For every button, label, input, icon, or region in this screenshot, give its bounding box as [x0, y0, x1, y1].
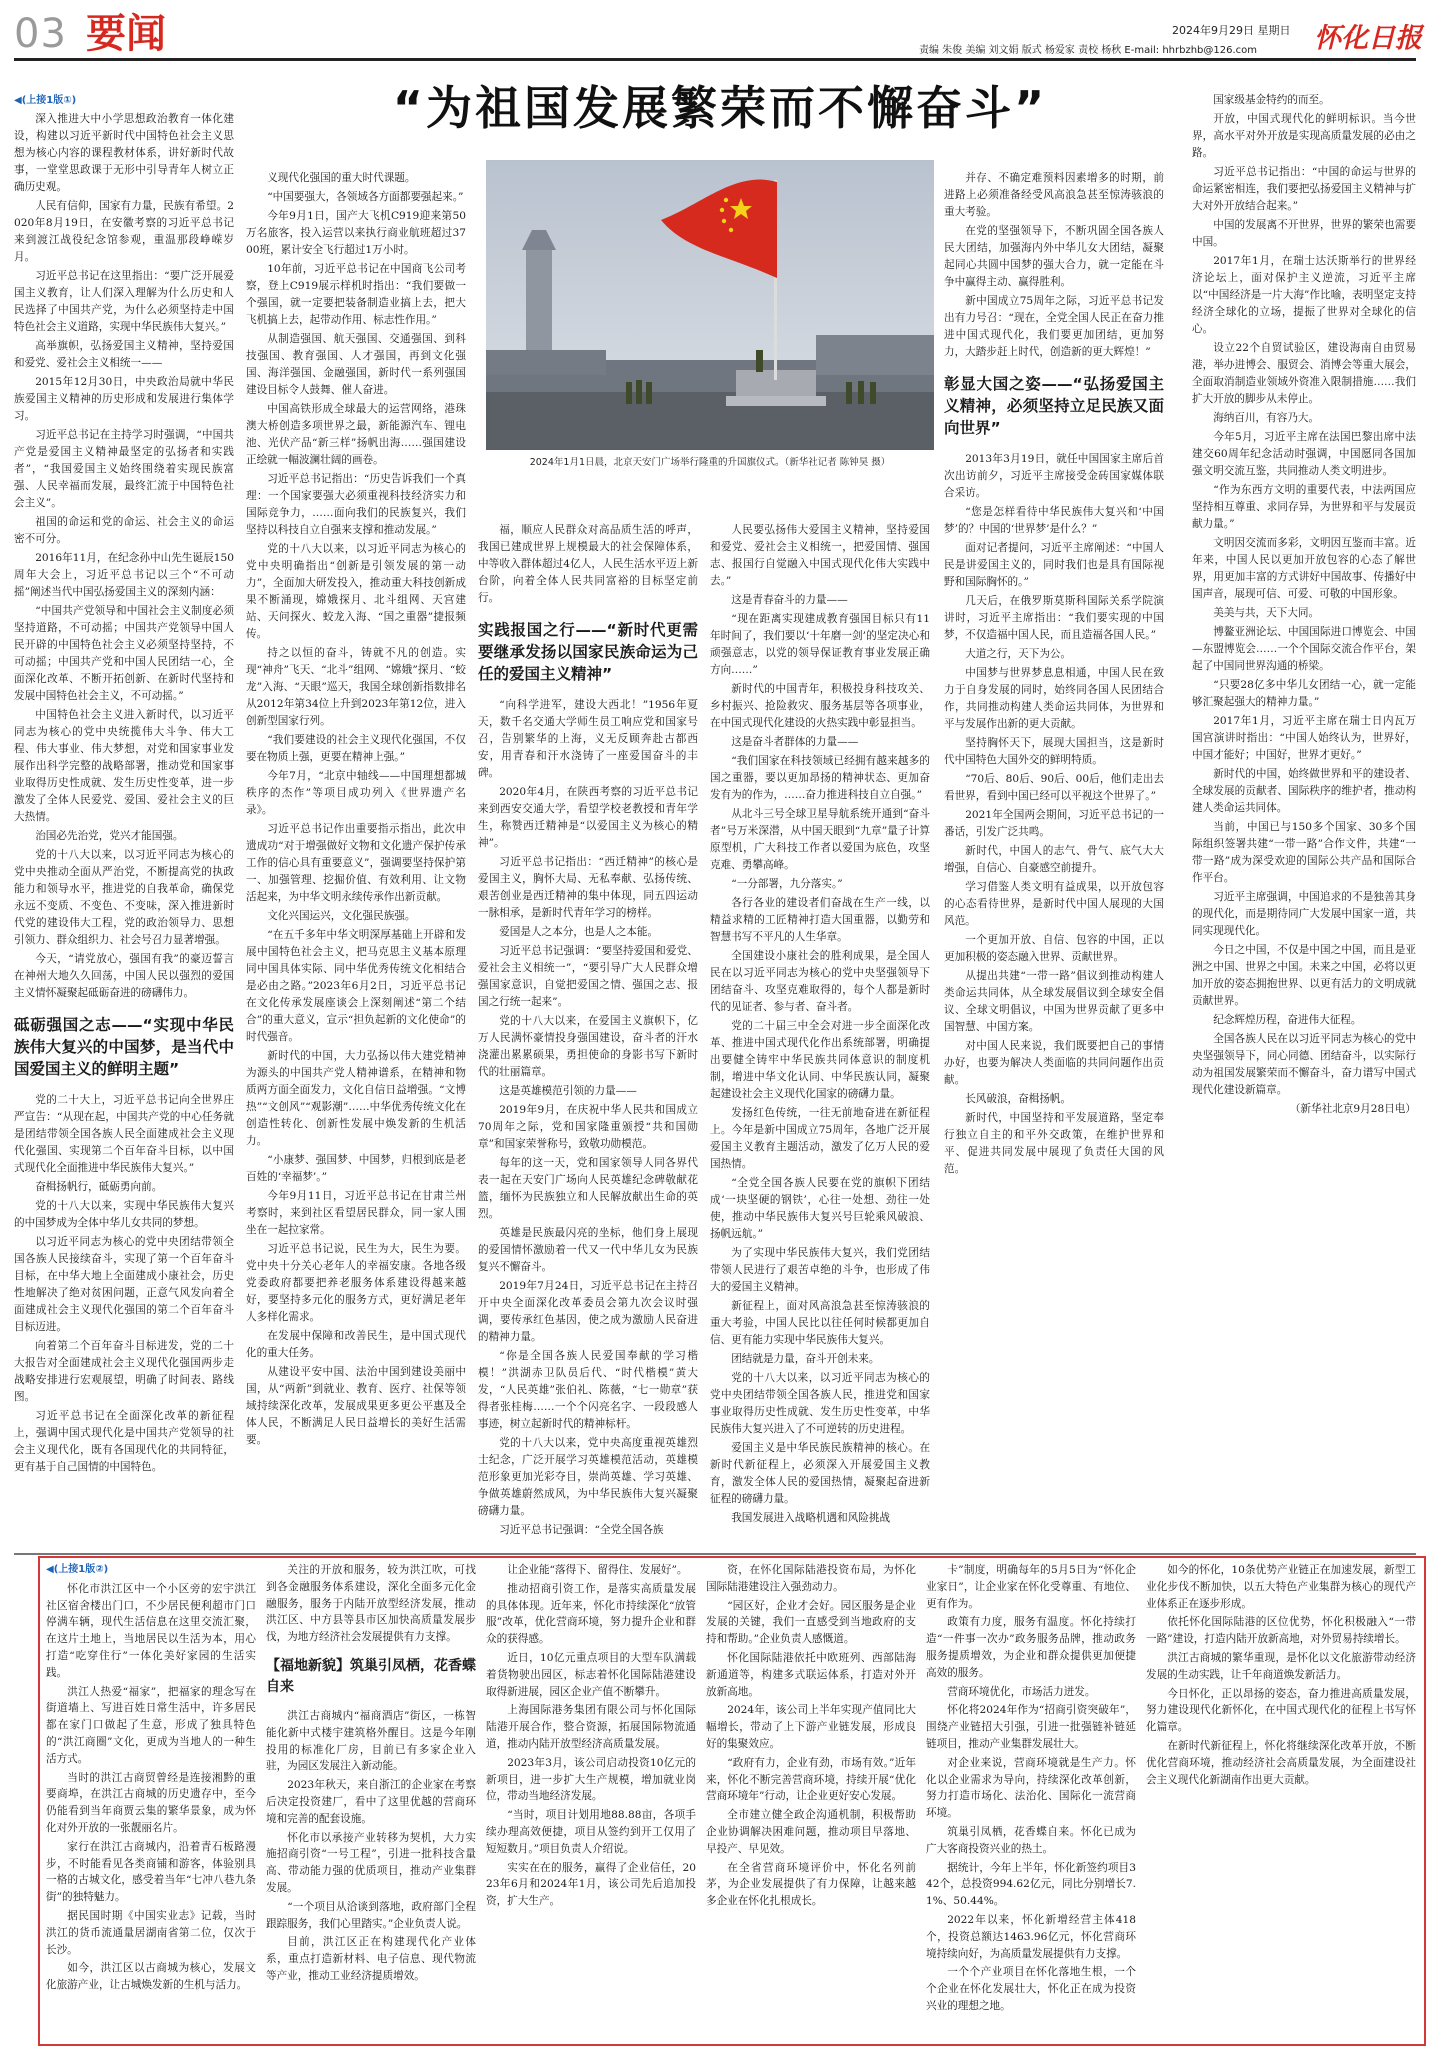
paragraph: “中国要强大，各领域各方面都要强起来。” — [267, 191, 464, 203]
paragraph: “70后、80后、90后、00后，他们走出去看世界，看到中国已经可以平视这个世界了。” — [944, 773, 1164, 802]
paragraph: 今年5月，习近平主席在法国巴黎出席中法建交60周年纪念活动时强调，中国愿同各国加强文明交流互鉴，共同推动人类文明进步。 — [1192, 431, 1416, 477]
paragraph: “您是怎样看待中华民族伟大复兴和‘中国梦’的？中国的‘世界梦’是什么？” — [944, 506, 1164, 535]
paragraph: 党的十八大以来，以习近平同志为核心的党中央明确指出“创新是引领发展的第一动力”，全面加大研发投入，推动重大科技创新成果不断涌现，嫦娥探月、北斗组网、天宫建站、天问探火、蛟龙入海、“国之重器”捷报频传。 — [246, 543, 466, 640]
article-column-2 — [246, 170, 466, 1547]
paragraph: 党的二十大上，习近平总书记向全世界庄严宣告：“从现在起，中国共产党的中心任务就是团结带领全国各族人民全面建成社会主义现代化强国、实现第二个百年奋斗目标，以中国式现代化全面推进中华民族伟大复兴。” — [14, 1094, 234, 1174]
paragraph: 如今，洪江区以古商城为核心，发展文化旅游产业，让古城焕发新的生机与活力。 — [46, 1962, 256, 1992]
paragraph: 2016年11月，在纪念孙中山先生诞辰150周年大会上，习近平总书记以三个“不可动摇”阐述当代中国弘扬爱国主义的深刻内涵： — [14, 552, 234, 598]
paragraph: 上海国际港务集团有限公司与怀化国际陆港开展合作，整合资源，拓展国际物流通道，推动内陆开放型经济高质量发展。 — [486, 1704, 696, 1750]
main-headline: “为祖国发展繁荣而不懈奋斗” — [392, 81, 1048, 135]
paragraph: 高举旗帜，弘扬爱国主义精神，坚持爱国和爱党、爱社会主义相统一—— — [14, 340, 234, 369]
paragraph: 如今的怀化，10条优势产业链正在加速发展，新型工业化步伐不断加快，以五大特色产业集群为核心的现代产业体系正在逐步形成。 — [1146, 1564, 1416, 1610]
paragraph: “全党全国各族人民要在党的旗帜下团结成‘一块坚硬的钢铁’，心往一处想、劲往一处使，推动中华民族伟大复兴号巨轮乘风破浪、扬帆远航。” — [710, 1177, 930, 1240]
paragraph: 美美与共，天下大同。 — [1213, 607, 1320, 619]
paragraph: 文明因交流而多彩，文明因互鉴而丰富。近年来，中国人民以更加开放包容的心态了解世界，用更加丰富的方式讲好中国故事、传播好中国声音，展现可信、可爱、可敬的中国形象。 — [1192, 537, 1416, 600]
paragraph: 新时代，中国坚持和平发展道路，坚定奉行独立自主的和平外交政策，在维护世界和平、促进共同发展中展现了负责任大国的风范。 — [944, 1112, 1164, 1175]
article-column-6 — [1192, 92, 1416, 1547]
paragraph: 开放，中国式现代化的鲜明标识。当今世界，高水平对外开放是实现高质量发展的必由之路。 — [1192, 113, 1416, 159]
paragraph: 福，顺应人民群众对高品质生活的呼声，我国已建成世界上规模最大的社会保障体系，中等收入群体超过4亿人，人民生活水平迈上新台阶，向着全体人民共同富裕的目标坚定前行。 — [478, 524, 698, 604]
paragraph: 洪江古商城的繁华重现，是怀化以文化旅游带动经济发展的生动实践，让千年商道焕发新活力。 — [1146, 1651, 1416, 1681]
paragraph: 长风破浪，奋楫扬帆。 — [965, 1093, 1072, 1105]
paragraph: 习近平总书记作出重要指示指出，此次申遗成功“对于增强做好文物和文化遗产保护传承工作的信心具有重要意义”，强调要坚持保护第一、加强管理、挖掘价值、有效利用、让文物活起来，为中华文明永续传承作出新贡献。 — [246, 823, 466, 903]
paragraph: 从北斗三号全球卫星导航系统开通到“奋斗者”号万米深潜，从中国天眼到“九章”量子计算原型机，广大科技工作者以爱国为底色，攻坚克难、勇攀高峰。 — [710, 808, 930, 871]
paragraph: “一分部署，九分落实。” — [731, 878, 843, 890]
subheading: 砥砺强国之志——“实现中华民族伟大复兴的中国梦，是当代中国爱国主义的鲜明主题” — [14, 1016, 234, 1078]
paragraph: 2017年1月，习近平主席在瑞士日内瓦万国宫演讲时指出：“中国人始终认为，世界好，中国才能好；中国好，世界才更好。” — [1192, 715, 1416, 761]
paragraph: 政策有力度，服务有温度。怀化持续打造“一件事一次办”政务服务品牌，推动政务服务提质增效，为企业和群众提供更加便捷高效的服务。 — [926, 1616, 1136, 1679]
paragraph: 习近平总书记强调：“全党全国各族 — [499, 1524, 664, 1536]
paragraph: 洪江古商城内“福商酒店”街区，一栋智能化新中式楼宇建筑格外醒目。这是今年刚投用的标准化厂房，目前已有多家企业入驻，为园区发展注入新动能。 — [266, 1709, 476, 1773]
paragraph: 习近平总书记强调：“要坚持爱国和爱党、爱社会主义相统一”，“要引导广大人民群众增强国家意识，自觉把爱国之情、强国之志、报国之行统一起来”。 — [478, 945, 698, 1008]
bottom-column-6 — [1146, 1562, 1416, 2040]
paragraph: 党的十八大以来，实现中华民族伟大复兴的中国梦成为全体中华儿女共同的梦想。 — [14, 1200, 234, 1229]
paragraph: 目前，洪江区正在构建现代化产业体系，重点打造新材料、电子信息、现代物流等产业，推动工业经济提质增效。 — [266, 1936, 476, 1982]
continued-from-page-link[interactable]: ◀(上接1版①) — [14, 95, 77, 106]
paragraph: 从制造强国、航天强国、交通强国、到科技强国、教育强国、人才强国，再到文化强国、海洋强国、金融强国，新时代一系列强国建设目标令人鼓舞、催人奋进。 — [246, 333, 466, 396]
paragraph: 从建设平安中国、法治中国到建设美丽中国，从“两新”到就业、教育、医疗、社保等领域持续深化改革，发展成果更多更公平惠及全体人民，不断满足人民日益增长的美好生活需要。 — [246, 1366, 466, 1446]
paragraph: 2013年3月19日，就任中国国家主席后首次出访前夕，习近平主席接受金砖国家媒体联合采访。 — [944, 453, 1164, 499]
paragraph: 这是英雄模范引领的力量—— — [499, 1085, 637, 1097]
paragraph: 当时的洪江古商贸曾经是连接湘黔的重要商埠，在洪江古商城的历史遗存中，至今仍能看到当年商贾云集的繁华景象，成为怀化对外开放的一张靓丽名片。 — [46, 1771, 256, 1834]
paragraph: “一个项目从洽谈到落地，政府部门全程跟踪服务，我们心里踏实。”企业负责人说。 — [266, 1900, 476, 1930]
paragraph: 对中国人民来说，我们既要把自己的事情办好，也要为解决人类面临的共同问题作出贡献。 — [944, 1040, 1164, 1086]
paragraph: 在党的坚强领导下，不断巩固全国各族人民大团结，加强海内外中华儿女大团结，凝聚起同心共圆中国梦的强大合力，就一定能在斗争中赢得主动、赢得胜利。 — [944, 225, 1164, 288]
paragraph: 今年7月，“北京中轴线——中国理想都城秩序的杰作”等项目成功列入《世界遗产名录》。 — [246, 770, 466, 816]
paragraph: 怀化将2024年作为“招商引资突破年”，围绕产业链招大引强，引进一批强链补链延链项目，推动产业集群发展壮大。 — [926, 1704, 1136, 1750]
paragraph: 在新时代新征程上，怀化将继续深化改革开放，不断优化营商环境，推动经济社会高质量发展，为全面建设社会主义现代化新湖南作出更大贡献。 — [1146, 1739, 1416, 1786]
paragraph: 一个个产业项目在怀化落地生根，一个个企业在怀化发展壮大，怀化正在成为投资兴业的理想之地。 — [926, 1966, 1136, 2012]
paragraph: 习近平总书记说，民生为大，民生为要。党中央十分关心老年人的幸福安康。各地各级党委政府都要把养老服务体系建设得越来越好，要坚持多元化的服务方式，更好满足老年人多样化需求。 — [246, 1243, 466, 1323]
paragraph: 以习近平同志为核心的党中央团结带领全国各族人民接续奋斗，实现了第一个百年奋斗目标，在中华大地上全面建成小康社会，历史性地解决了绝对贫困问题，正意气风发向着全面建成社会主义现代化强国的第二个百年奋斗目标迈进。 — [14, 1236, 234, 1333]
editor-credits: 责编 朱俊 美编 刘文娟 版式 杨爱家 责校 杨秋 E-mail: hhrbzhb@126.com — [919, 45, 1258, 56]
paragraph: 近日，10亿元重点项目的大型车队满载着货物驶出园区，标志着怀化国际陆港建设取得新进展，园区企业产值不断攀升。 — [486, 1651, 696, 1698]
paragraph: “只要28亿多中华儿女团结一心，就一定能够汇聚起强大的精神力量。” — [1192, 679, 1416, 708]
bottom-column-5 — [926, 1562, 1136, 2040]
paragraph: 对企业来说，营商环境就是生产力。怀化以企业需求为导向，持续深化改革创新，努力打造市场化、法治化、国际化一流营商环境。 — [926, 1756, 1136, 1820]
paragraph: 全国建设小康社会的胜利成果，是全国人民在以习近平同志为核心的党中央坚强领导下团结奋斗、攻坚克难取得的，每个人都是新时代的见证者、参与者、奋斗者。 — [710, 950, 930, 1013]
paragraph: 大道之行，天下为公。 — [965, 648, 1072, 660]
paragraph: 让企业能“落得下、留得住、发展好”。 — [507, 1564, 688, 1576]
article-column-4 — [710, 522, 930, 1547]
paragraph: 2024年，该公司上半年实现产值同比大幅增长，带动了上下游产业链发展，形成良好的集聚效应。 — [706, 1704, 916, 1750]
paragraph: 团结就是力量，奋斗开创未来。 — [731, 1353, 880, 1365]
bottom-column-1 — [46, 1562, 256, 2040]
paragraph: 持之以恒的奋斗，铸就不凡的创造。实现“神舟”飞天、“北斗”组网、“嫦娥”探月、“蛟龙”入海、“天眼”巡天，我国全球创新指数排名从2012年第34位上升到2023年第12位，进入创新型国家行列。 — [246, 647, 466, 727]
paragraph: “在五千多年中华文明深厚基础上开辟和发展中国特色社会主义，把马克思主义基本原理同中国具体实际、同中华优秀传统文化相结合是必由之路。”2023年6月2日，习近平总书记在文化传承发展座谈会上深刻阐述“第二个结合”的重大意义，宣示“担负起新的文化使命”的时代强音。 — [246, 929, 466, 1043]
paragraph: 中国特色社会主义进入新时代，以习近平同志为核心的党中央统揽伟大斗争、伟大工程、伟大事业、伟大梦想，对党和国家事业发展作出科学完整的战略部署，推动党和国家事业取得历史性成就、发生历史性变革，进一步激发了全体人民爱党、爱国、爱社会主义的巨大热情。 — [14, 709, 234, 823]
paragraph: 英雄是民族最闪亮的坐标，他们身上展现的爱国情怀激励着一代又一代中华儿女为民族复兴不懈奋斗。 — [478, 1227, 698, 1273]
paragraph: 实实在在的服务，赢得了企业信任，2023年6月和2024年1月，该公司先后追加投资，扩大生产。 — [486, 1861, 696, 1908]
page-number: 03 — [14, 11, 67, 57]
subheading: 彰显大国之姿——“弘扬爱国主义精神，必须坚持立足民族又面向世界” — [944, 375, 1164, 437]
paragraph: 新时代的中国青年，积极投身科技攻关、乡村振兴、抢险救灾、服务基层等各项事业，在中国式现代化建设的火热实践中彰显担当。 — [710, 683, 930, 729]
flag-ceremony-photo — [486, 160, 934, 450]
paragraph: “园区好，企业才会好。园区服务是企业发展的关键，我们一直感受到当地政府的支持和帮助。”企业负责人感慨道。 — [706, 1599, 916, 1646]
paragraph: 全国各族人民在以习近平同志为核心的党中央坚强领导下，同心同德、团结奋斗，以实际行动为祖国发展繁荣而不懈奋斗，奋力谱写中国式现代化建设新篇章。 — [1192, 1033, 1416, 1096]
paragraph: 在发展中保障和改善民生，是中国式现代化的重大任务。 — [246, 1330, 466, 1359]
paragraph: 2021年全国两会期间，习近平总书记的一番话，引发广泛共鸣。 — [944, 809, 1164, 838]
bottom-column-3 — [486, 1562, 696, 2040]
paragraph: 据统计，今年上半年，怀化新签约项目342个，总投资994.62亿元，同比分别增长7.1%、50.44%。 — [926, 1861, 1136, 1908]
paragraph: 新时代的中国，大力弘扬以伟大建党精神为源头的中国共产党人精神谱系，在精神和物质两方面全面发力，文化自信日益增强。“文博热”“文创风”“观影潮”……中华优秀传统文化在创造性转化、创新性发展中焕发新的生机活力。 — [246, 1050, 466, 1147]
paragraph: 习近平总书记在这里指出：“要广泛开展爱国主义教育，让人们深入理解为什么历史和人民选择了中国共产党，为什么必须坚持走中国特色社会主义道路，实现中华民族伟大复兴。” — [14, 270, 234, 333]
paragraph: 10年前，习近平总书记在中国商飞公司考察，登上C919展示样机时指出：“我们要做一个强国，就一定要把装备制造业搞上去，把大飞机搞上去，起带动作用、标志性作用。” — [246, 263, 466, 326]
paragraph: “中国共产党领导和中国社会主义制度必须坚持道路，不可动摇；中国共产党领导中国人民开辟的中国特色社会主义必须坚持坚持，不可动摇；中国共产党和中国人民团结一心，全面深化改革、不断开拓创新、在新时代坚持和发展中国特色社会主义，不可动摇。” — [14, 605, 234, 702]
page-header — [14, 10, 1422, 58]
paragraph: 新征程上，面对风高浪急甚至惊涛骇浪的重大考验，中国人民比以往任何时候都更加自信、更有能力实现中华民族伟大复兴。 — [710, 1300, 930, 1346]
paragraph: “政府有力，企业有劲，市场有效。”近年来，怀化不断完善营商环境，持续开展“优化营商环境年”行动，让企业更好安心发展。 — [706, 1756, 916, 1803]
section-divider — [14, 1553, 1416, 1555]
paragraph: 习近平总书记指出：“历史告诉我们一个真理：一个国家要强大必须重视科技经济实力和国际竞争力，……面向我们的民族复兴，我们坚持以科技自立自强来支撑和推动发展。” — [246, 473, 466, 536]
paragraph: 习近平主席强调，中国追求的不是独善其身的现代化，而是期待同广大发展中国家一道，共同实现现代化。 — [1192, 891, 1416, 937]
subheading: 实践报国之行——“新时代更需要继承发扬以国家民族命运为己任的爱国主义精神” — [478, 621, 698, 683]
paragraph: 2019年9月，在庆祝中华人民共和国成立70周年之际，党和国家隆重颁授“共和国勋章”和国家荣誉称号，致敬功勋模范。 — [478, 1104, 698, 1150]
paragraph: 向着第二个百年奋斗目标进发，党的二十大报告对全面建成社会主义现代化强国两步走战略安排进行宏观展望，明确了时间表、路线图。 — [14, 1340, 234, 1403]
paragraph: 并存、不确定难预料因素增多的时期，前进路上必须准备经受风高浪急甚至惊涛骇浪的重大考验。 — [944, 172, 1164, 218]
paragraph: 义现代化强国的重大时代课题。 — [267, 172, 416, 184]
paragraph: 设立22个自贸试验区，建设海南自由贸易港，举办进博会、服贸会、消博会等重大展会，全面取消制造业领域外资准入限制措施……我们扩大开放的脚步从未停止。 — [1192, 342, 1416, 405]
paragraph: “向科学进军，建设大西北！”1956年夏天，数千名交通大学师生员工响应党和国家号召，告别繁华的上海，义无反顾奔赴古都西安，用青春和汗水浇铸了一座爱国奋斗的丰碑。 — [478, 699, 698, 779]
bottom-column-4 — [706, 1562, 916, 2040]
paragraph: 一个更加开放、自信、包容的中国，正以更加积极的姿态融入世界、贡献世界。 — [944, 934, 1164, 963]
paragraph: 据民国时期《中国实业志》记载，当时洪江的货币流通量居湖南省第二位，仅次于长沙。 — [46, 1909, 256, 1956]
paragraph: “我们国家在科技领域已经拥有越来越多的国之重器，要以更加昂扬的精神状态、更加奋发有为的作为，……奋力推进科技自立自强。” — [710, 755, 930, 801]
paragraph: 祖国的命运和党的命运、社会主义的命运密不可分。 — [14, 516, 234, 545]
paragraph: 今日怀化，正以昂扬的姿态，奋力推进高质量发展，努力建设现代化新怀化，在中国式现代化的征程上书写怀化篇章。 — [1146, 1687, 1416, 1734]
paragraph: “我们要建设的社会主义现代化强国，不仅要在物质上强，更要在精神上强。” — [246, 734, 466, 763]
paragraph: 党的十八大以来，以习近平同志为核心的党中央团结带领全国各族人民，推进党和国家事业取得历史性成就、发生历史性变革，中华民族伟大复兴进入了不可逆转的历史进程。 — [710, 1372, 930, 1435]
paragraph: “作为东西方文明的重要代表，中法两国应坚持相互尊重、求同存异，为世界和平与发展贡献力量。” — [1192, 484, 1416, 530]
paragraph: 2017年1月，在瑞士达沃斯举行的世界经济论坛上，面对保护主义逆流，习近平主席以“中国经济是一片大海”作比喻，表明坚定支持经济全球化的立场，提振了世界对全球化的信心。 — [1192, 255, 1416, 335]
paragraph: 怀化市以承接产业转移为契机，大力实施招商引资“一号工程”，引进一批科技含量高、带动能力强的优质项目，推动产业集群发展。 — [266, 1831, 476, 1894]
paragraph: 全市建立健全政企沟通机制，积极帮助企业协调解决困难问题，推动项目早落地、早投产、早见效。 — [706, 1809, 916, 1855]
paragraph: 党的十八大以来，在爱国主义旗帜下，亿万人民满怀豪情投身强国建设，奋斗者的汗水浇灌出累累硕果，勇担使命的身影书写下新时代的壮丽篇章。 — [478, 1015, 698, 1078]
paragraph: 依托怀化国际陆港的区位优势，怀化积极融入“一带一路”建设，打造内陆开放新高地，对外贸易持续增长。 — [1146, 1616, 1416, 1646]
paragraph: 党的十八大以来，以习近平同志为核心的党中央推动全面从严治党，不断提高党的执政能力和领导水平，推进党的自我革命，确保党永远不变质、不变色、不变味，深入推进新时代党的建设伟大工程，党的政治领导力、思想引领力、群众组织力、社会号召力显著增强。 — [14, 849, 234, 946]
paragraph: “小康梦、强国梦、中国梦，归根到底是老百姓的‘幸福梦’。” — [246, 1154, 466, 1183]
paragraph: 发扬红色传统，一往无前地奋进在新征程上。今年是新中国成立75周年，各地广泛开展爱国主义教育主题活动，激发了亿万人民的爱国热情。 — [710, 1107, 930, 1170]
paragraph: 博鳌亚洲论坛、中国国际进口博览会、中国—东盟博览会……一个个国际交流合作平台，架起了中国同世界沟通的桥梁。 — [1192, 626, 1416, 672]
paragraph: 人民要弘扬伟大爱国主义精神，坚持爱国和爱党、爱社会主义相统一，把爱国情、强国志、报国行自觉融入中国式现代化伟大实践中去。” — [710, 524, 930, 587]
paragraph: 资，在怀化国际陆港投资布局，为怀化国际陆港建设注入强劲动力。 — [706, 1564, 916, 1593]
article-column-5 — [944, 170, 1164, 1547]
flag-ceremony-illustration — [486, 160, 934, 450]
section-title: 要闻 — [86, 11, 166, 57]
paragraph: 习近平总书记指出：“中国的命运与世界的命运紧密相连，我们要把弘扬爱国主义精神与扩大对外开放结合起来。” — [1192, 166, 1416, 212]
paragraph: 2023年3月，该公司启动投资10亿元的新项目，进一步扩大生产规模，增加就业岗位，带动当地经济发展。 — [486, 1756, 696, 1803]
paragraph: 爱国是人之本分，也是人之本能。 — [499, 926, 659, 938]
paragraph: 2020年4月，在陕西考察的习近平总书记来到西安交通大学，看望学校老教授和青年学生，称赞西迁精神是“以爱国主义为核心的精神”。 — [478, 786, 698, 849]
article-column-1 — [14, 92, 234, 1547]
paragraph: 卡”制度，明确每年的5月5日为“怀化企业家日”，让企业家在怀化受尊重、有地位、更有作为。 — [926, 1564, 1136, 1610]
paragraph: 今日之中国，不仅是中国之中国，而且是亚洲之中国、世界之中国。未来之中国，必将以更加开放的姿态拥抱世界、以更有活力的文明成就贡献世界。 — [1192, 944, 1416, 1007]
paragraph: 深入推进大中小学思想政治教育一体化建设，构建以习近平新时代中国特色社会主义思想为核心内容的课程教材体系，讲好新时代故事，一堂堂思政课于无形中引导青年人树立正确历史观。 — [14, 113, 234, 193]
paragraph: 人民有信仰，国家有力量，民族有希望。2020年8月19日，在安徽考察的习近平总书记来到渡江战役纪念馆参观，重温那段峥嵘岁月。 — [14, 200, 234, 263]
paragraph: 今年9月1日，国产大飞机C919迎来第50万名旅客，投入运营以来执行商业航班超过3700班，累计安全飞行超过1万小时。 — [246, 210, 466, 256]
photo-caption: 2024年1月1日晨，北京天安门广场举行隆重的升国旗仪式。（新华社记者 陈钟昊 摄） — [529, 457, 891, 468]
masthead-logo: 怀化日报 — [1314, 23, 1422, 54]
paragraph: 新时代的中国，始终做世界和平的建设者、全球发展的贡献者、国际秩序的维护者，推动构建人类命运共同体。 — [1192, 768, 1416, 814]
paragraph: 从提出共建“一带一路”倡议到推动构建人类命运共同体，从全球发展倡议到全球安全倡议、全球文明倡议，中国为世界贡献了更多中国智慧、中国方案。 — [944, 970, 1164, 1033]
paragraph: 坚持胸怀天下，展现大国担当，这是新时代中国特色大国外交的鲜明特质。 — [944, 737, 1164, 766]
paragraph: 怀化市洪江区中一个小区旁的宏宇洪江社区宿舍楼出门口，不少居民便利超市门口停满车辆，现代生活信息在这里交流汇聚，在这片土地上，当地居民以生活为本，用心打造“吃穿住行”一体化美好家园的生活实践。 — [46, 1582, 256, 1679]
paragraph: “当时，项目计划用地88.88亩，各项手续办理高效便捷，项目从签约到开工仅用了短短数月。”项目负责人介绍说。 — [486, 1809, 696, 1855]
paragraph: 中国梦与世界梦息息相通，中国人民在致力于自身发展的同时，始终同各国人民团结合作，共同推动构建人类命运共同体，为世界和平与发展作出新的更大贡献。 — [944, 667, 1164, 730]
header-rule — [14, 58, 1416, 61]
continued-from-page-link[interactable]: ◀(上接1版②) — [46, 1564, 109, 1575]
paragraph: 学习借鉴人类文明有益成果，以开放包容的心态看待世界，是新时代中国人展现的大国风范。 — [944, 881, 1164, 927]
subheading: 【福地新貌】筑巢引凤栖，花香蝶自来 — [266, 1657, 476, 1695]
paragraph: 各行各业的建设者们奋战在生产一线，以精益求精的工匠精神打造大国重器，以勤劳和智慧书写不平凡的人生华章。 — [710, 897, 930, 943]
paragraph: 纪念辉煌历程，奋进伟大征程。 — [1213, 1014, 1362, 1026]
paragraph: 我国发展进入战略机遇和风险挑战 — [731, 1512, 891, 1524]
paragraph: 几天后，在俄罗斯莫斯科国际关系学院演讲时，习近平主席指出：“我们要实现的中国梦，不仅造福中国人民，而且造福各国人民。” — [944, 595, 1164, 641]
article-column-3 — [478, 522, 698, 1547]
paragraph: 2019年7月24日，习近平总书记在主持召开中央全面深化改革委员会第九次会议时强调，要传承红色基因，使之成为激励人民奋进的精神力量。 — [478, 1280, 698, 1343]
paragraph: 家行在洪江古商城内，沿着青石板路漫步，不时能看见各类商铺和游客，体验别具一格的古城文化，感受着当年“七冲八巷九条街”的独特魅力。 — [46, 1840, 256, 1904]
paragraph: 怀化国际陆港依托中欧班列、西部陆海新通道等，构建多式联运体系，打造对外开放新高地。 — [706, 1651, 916, 1698]
paragraph: “你是全国各族人民爱国奉献的学习楷模！”洪湖赤卫队员后代、“时代楷模”黄大发，“人民英雄”张伯礼、陈薇，“七一勋章”获得者张桂梅……一个个闪亮名字、一段段感人事迹，树立起新时代的精神标杆。 — [478, 1350, 698, 1430]
paragraph: 这是奋斗者群体的力量—— — [731, 736, 859, 748]
paragraph: 新中国成立75周年之际，习近平总书记发出有力号召：“现在，全党全国人民正在奋力推进中国式现代化，我们要更加团结，更加努力，大踏步赶上时代，创造新的更大辉煌！” — [944, 295, 1164, 358]
paragraph: 治国必先治党，党兴才能国强。 — [35, 830, 184, 842]
issue-date: 2024年9月29日 星期日 — [1172, 24, 1291, 37]
paragraph: 今天，“请党放心，强国有我”的豪迈誓言在神州大地久久回荡，中国人民以强烈的爱国主义情怀凝聚起砥砺奋进的磅礴伟力。 — [14, 953, 234, 999]
paragraph: 新时代，中国人的志气、骨气、底气大大增强，自信心、自豪感空前提升。 — [944, 845, 1164, 874]
paragraph: 2023年秋天，来自浙江的企业家在考察后决定投资建厂，看中了这里优越的营商环境和完善的配套设施。 — [266, 1779, 476, 1825]
paragraph: 奋楫扬帆行，砥砺勇向前。 — [35, 1181, 163, 1193]
paragraph: 爱国主义是中华民族民族精神的核心。在新时代新征程上，必须深入开展爱国主义教育，激发全体人民的爱国热情，凝聚起奋进新征程的磅礴力量。 — [710, 1442, 930, 1505]
paragraph: 习近平总书记在主持学习时强调，“中国共产党是爱国主义精神最坚定的弘扬者和实践者”，“我国爱国主义始终围绕着实现民族富强、人民幸福而发展，最终汇流于中国特色社会主义”。 — [14, 429, 234, 509]
paragraph: 习近平总书记指出：“西迁精神”的核心是爱国主义，胸怀大局、无私奉献、弘扬传统、艰苦创业是西迁精神的集中体现，同五四运动一脉相承，是新时代青年学习的榜样。 — [478, 856, 698, 919]
paragraph: 海纳百川，有容乃大。 — [1213, 412, 1320, 424]
paragraph: 面对记者提问，习近平主席阐述：“中国人民是讲爱国主义的，同时我们也是具有国际视野和国际胸怀的。” — [944, 542, 1164, 588]
paragraph: 2022年以来，怀化新增经营主体418个，投资总额达1463.96亿元，怀化营商环境持续向好，为高质量发展提供有力支撑。 — [926, 1913, 1136, 1960]
dateline-signature: （新华社北京9月28日电） — [1289, 1103, 1416, 1115]
paragraph: 国家级基金特约的而至。 — [1213, 94, 1330, 106]
bottom-column-2 — [266, 1562, 476, 2040]
paragraph: 党的二十届三中全会对进一步全面深化改革、推进中国式现代化作出系统部署，明确提出要健全铸牢中华民族共同体意识的制度机制，增进中华文化认同、中华民族认同，凝聚起建设社会主义现代化国家的磅礴力量。 — [710, 1020, 930, 1100]
paragraph: 营商环境优化，市场活力迸发。 — [947, 1685, 1096, 1698]
paragraph: 中国高铁形成全球最大的运营网络，港珠澳大桥创造多项世界之最，新能源汽车、锂电池、光伏产品“新三样”扬帆出海……强国建设正绘就一幅波澜壮阔的画卷。 — [246, 403, 466, 466]
paragraph: 关注的开放和服务，较为洪江吹，可找到各金融服务体系建设，深化全面多元化金融服务，服务于内陆开放型经济发展，推动洪江区、中方县等县市区加快高质量发展步伐，为地方经济社会发展提供有力支撑。 — [266, 1564, 476, 1644]
paragraph: 在全省营商环境评价中，怀化名列前茅，为企业发展提供了有力保障，让越来越多企业在怀化扎根成长。 — [706, 1861, 916, 1908]
paragraph: 当前，中国已与150多个国家、30多个国际组织签署共建“一带一路”合作文件，共建“一带一路”成为深受欢迎的国际公共产品和国际合作平台。 — [1192, 821, 1416, 884]
paragraph: 洪江人热爱“福家”，把福家的理念写在街道墙上、写进百姓日常生活中，许多居民都在家门口做起了生意，形成了独具特色的“洪江商圈”文化，更成为当地人的一种生活方式。 — [46, 1685, 256, 1765]
paragraph: 筑巢引凤栖，花香蝶自来。怀化已成为广大客商投资兴业的热土。 — [926, 1825, 1136, 1855]
paragraph: 2015年12月30日，中央政治局就中华民族爱国主义精神的历史形成和发展进行集体学习。 — [14, 376, 234, 422]
paragraph: 习近平总书记在全面深化改革的新征程上，强调中国式现代化是中国共产党领导的社会主义现代化，既有各国现代化的共同特征，更有基于自己国情的中国特色。 — [14, 1410, 234, 1473]
paragraph: 中国的发展离不开世界，世界的繁荣也需要中国。 — [1192, 219, 1416, 248]
paragraph: 今年9月11日，习近平总书记在甘肃兰州考察时，来到社区看望居民群众，同一家人围坐在一起拉家常。 — [246, 1190, 466, 1236]
paragraph: 为了实现中华民族伟大复兴，我们党团结带领人民进行了艰苦卓绝的斗争，也形成了伟大的爱国主义精神。 — [710, 1247, 930, 1293]
paragraph: 推动招商引资工作，是落实高质量发展的具体体现。近年来，怀化市持续深化“放管服”改革，优化营商环境，努力提升企业和群众的获得感。 — [486, 1582, 696, 1646]
paragraph: “现在距离实现建成教育强国目标只有11年时间了，我们要以‘十年磨一剑’的坚定决心和顽强意志，以党的领导保证教育事业发展正确方向……” — [710, 613, 930, 676]
paragraph: 每年的这一天，党和国家领导人同各界代表一起在天安门广场向人民英雄纪念碑敬献花篮，缅怀为民族独立和人民解放献出生命的英烈。 — [478, 1157, 698, 1220]
paragraph: 这是青春奋斗的力量—— — [731, 594, 848, 606]
paragraph: 党的十八大以来，党中央高度重视英雄烈士纪念，广泛开展学习英雄模范活动，英雄模范形象更加光彩夺目，崇尚英雄、学习英雄、争做英雄蔚然成风，为中华民族伟大复兴凝聚磅礴力量。 — [478, 1437, 698, 1517]
paragraph: 文化兴国运兴，文化强民族强。 — [267, 910, 416, 922]
